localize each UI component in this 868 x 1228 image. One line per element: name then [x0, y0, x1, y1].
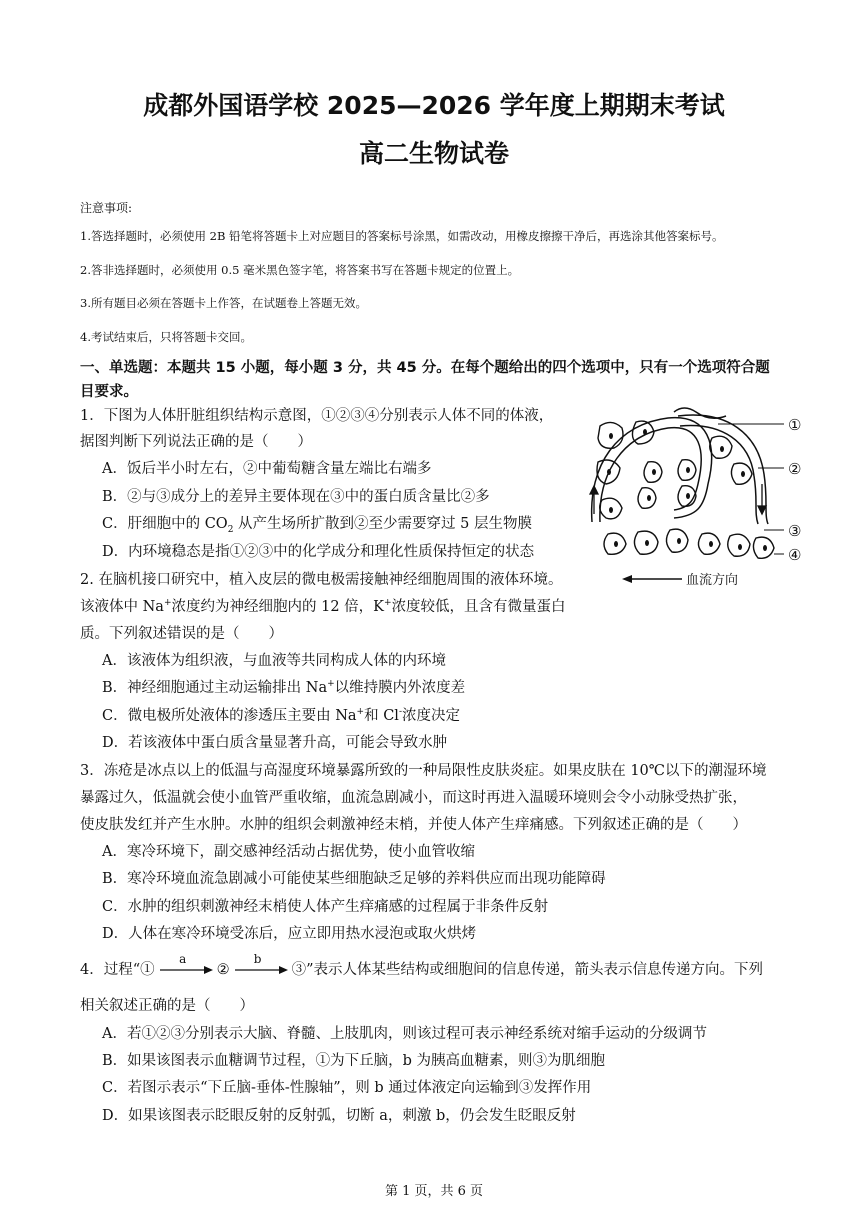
- flow-arrowhead: [758, 506, 766, 514]
- q2-stem-line3: 质。下列叙述错误的是（ ）: [80, 626, 283, 642]
- q2-option-d: D．若该液体中蛋白质含量显著升高，可能会导致水肿: [102, 735, 448, 751]
- figure-label-3: ③: [788, 522, 802, 540]
- q3-stem-line3: 使皮肤发红并产生水肿。水肿的组织会刺激神经末梢，并使人体产生痒痛感。下列叙述正确的是（ ）: [80, 817, 747, 833]
- cell-nucleus: [647, 495, 651, 501]
- notice-item-4: 4.考试结束后，只将答题卡交回。: [80, 330, 252, 344]
- q3-option-b: B．寒冷环境血流急剧减小可能使某些细胞缺乏足够的养料供应而出现功能障碍: [102, 871, 606, 887]
- q2-option-b: B．神经细胞通过主动运输排出 Na+以维持膜内外浓度差: [102, 679, 466, 696]
- exam-title: 成都外国语学校 2025—2026 学年度上期期末考试: [143, 91, 725, 120]
- arrow-a-label: a: [179, 952, 187, 966]
- cell-nucleus: [677, 538, 681, 544]
- arrow-b-label: b: [253, 952, 262, 966]
- q1-option-c: C．肝细胞中的 $CO_2$ 从产生场所扩散到②至少需要穿过 5 层生物膜: [102, 516, 532, 535]
- lymph-vessel: [674, 408, 726, 418]
- page-number: 第 1 页，共 6 页: [384, 1184, 484, 1199]
- blood-flow-label: 血流方向: [686, 573, 739, 588]
- section-heading-line2: 目要求。: [80, 384, 138, 400]
- cell-nucleus: [609, 507, 613, 513]
- figure-label-4: ④: [788, 546, 802, 564]
- cell-nucleus: [609, 433, 613, 439]
- cell-nucleus: [614, 541, 618, 547]
- arrow-a: [158, 952, 214, 978]
- figure-label-2: ②: [788, 460, 802, 478]
- q3-stem-line2: 暴露过久，低温就会使小血管严重收缩，血流急剧减小，而这时再进入温暖环境则会令小动脉受热扩张，: [80, 790, 747, 806]
- cell-nucleus: [686, 493, 690, 499]
- notice-item-2: 2.答非选择题时，必须使用 0.5 毫米黑色签字笔，将答案书写在答题卡规定的位置上。: [80, 263, 520, 277]
- q4-option-b: B．如果该图表示血糖调节过程，①为下丘脑，b 为胰高血糖素，则③为肌细胞: [102, 1053, 606, 1069]
- blood-flow-arrowhead: [622, 575, 632, 583]
- arrow-b: [233, 952, 289, 978]
- q4-stem-line2: 相关叙述正确的是（ ）: [80, 998, 254, 1014]
- q4-option-d: D．如果该图表示眨眼反射的反射弧，切断 a，刺激 b，仍会发生眨眼反射: [102, 1108, 576, 1124]
- cell-nucleus: [652, 469, 656, 475]
- q1-option-d: D．内环境稳态是指①②③中的化学成分和理化性质保持恒定的状态: [102, 544, 535, 560]
- cell-nucleus: [763, 545, 767, 551]
- exam-subtitle: 高二生物试卷: [358, 139, 509, 168]
- q1-option-b: B．②与③成分上的差异主要体现在③中的蛋白质含量比②多: [102, 489, 490, 505]
- q3-stem-line1: 3．冻疮是冰点以上的低温与高湿度环境暴露所致的一种局限性皮肤炎症。如果皮肤在 10℃以下的潮湿环境: [80, 763, 767, 779]
- q1-option-a: A．饭后半小时左右，②中葡萄糖含量左端比右端多: [102, 461, 432, 477]
- figure-label-1: ①: [788, 416, 802, 434]
- cell-nucleus: [686, 467, 690, 473]
- liver-tissue-figure: [578, 404, 810, 596]
- q3-option-d: D．人体在寒冷环境受冻后，应立即用热水浸泡或取火烘烤: [102, 926, 477, 942]
- q2-stem-line1: 2. 在脑机接口研究中，植入皮层的微电极需接触神经细胞周围的液体环境。: [80, 572, 563, 588]
- cell-nucleus: [709, 541, 713, 547]
- notice-item-3: 3.所有题目必须在答题卡上作答，在试题卷上答题无效。: [80, 296, 367, 310]
- q3-option-c: C．水肿的组织刺激神经末梢使人体产生痒痛感的过程属于非条件反射: [102, 899, 549, 915]
- flow-arrowhead: [590, 486, 598, 494]
- q3-option-a: A．寒冷环境下，副交感神经活动占据优势，使小血管收缩: [102, 844, 475, 860]
- notice-item-1: 1.答选择题时，必须使用 2B 铅笔将答题卡上对应题目的答案标号涂黑，如需改动，用橡皮擦擦干净后，再选涂其他答案标号。: [80, 229, 724, 243]
- cell-nucleus: [741, 471, 745, 477]
- cell-nucleus: [645, 540, 649, 546]
- capillary-wall: [680, 425, 758, 524]
- q1-stem-line1: 1．下图为人体肝脏组织结构示意图，①②③④分别表示人体不同的体液，: [80, 408, 554, 424]
- notice-heading: 注意事项:: [80, 201, 133, 215]
- q2-option-a: A．该液体为组织液，与血液等共同构成人体的内环境: [102, 653, 446, 669]
- q4-option-a: A．若①②③分别表示大脑、脊髓、上肢肌肉，则该过程可表示神经系统对缩手运动的分级调节: [102, 1026, 707, 1042]
- section-heading-line1: 一、单选题：本题共 15 小题，每小题 3 分，共 45 分。在每个题给出的四个选项中，只有一个选项符合题: [80, 360, 770, 376]
- q2-stem-line2: 该液体中 Na+浓度约为神经细胞内的 12 倍，K+浓度较低，且含有微量蛋白: [80, 598, 566, 615]
- q2-option-c: C．微电极所处液体的渗透压主要由 Na+和 Cl-浓度决定: [102, 707, 460, 724]
- q4-option-c: C．若图示表示“下丘脑-垂体-性腺轴”，则 b 通过体液定向运输到③发挥作用: [102, 1080, 592, 1096]
- cell-nucleus: [720, 446, 724, 452]
- cell-nucleus: [738, 544, 742, 550]
- q4-stem-line1: 4．过程“① a ② b ③”表示人体某些结构或细胞间的信息传递，箭头表示信息传递方向。下列: [80, 952, 764, 978]
- q1-stem-line2: 据图判断下列说法正确的是（ ）: [80, 434, 312, 450]
